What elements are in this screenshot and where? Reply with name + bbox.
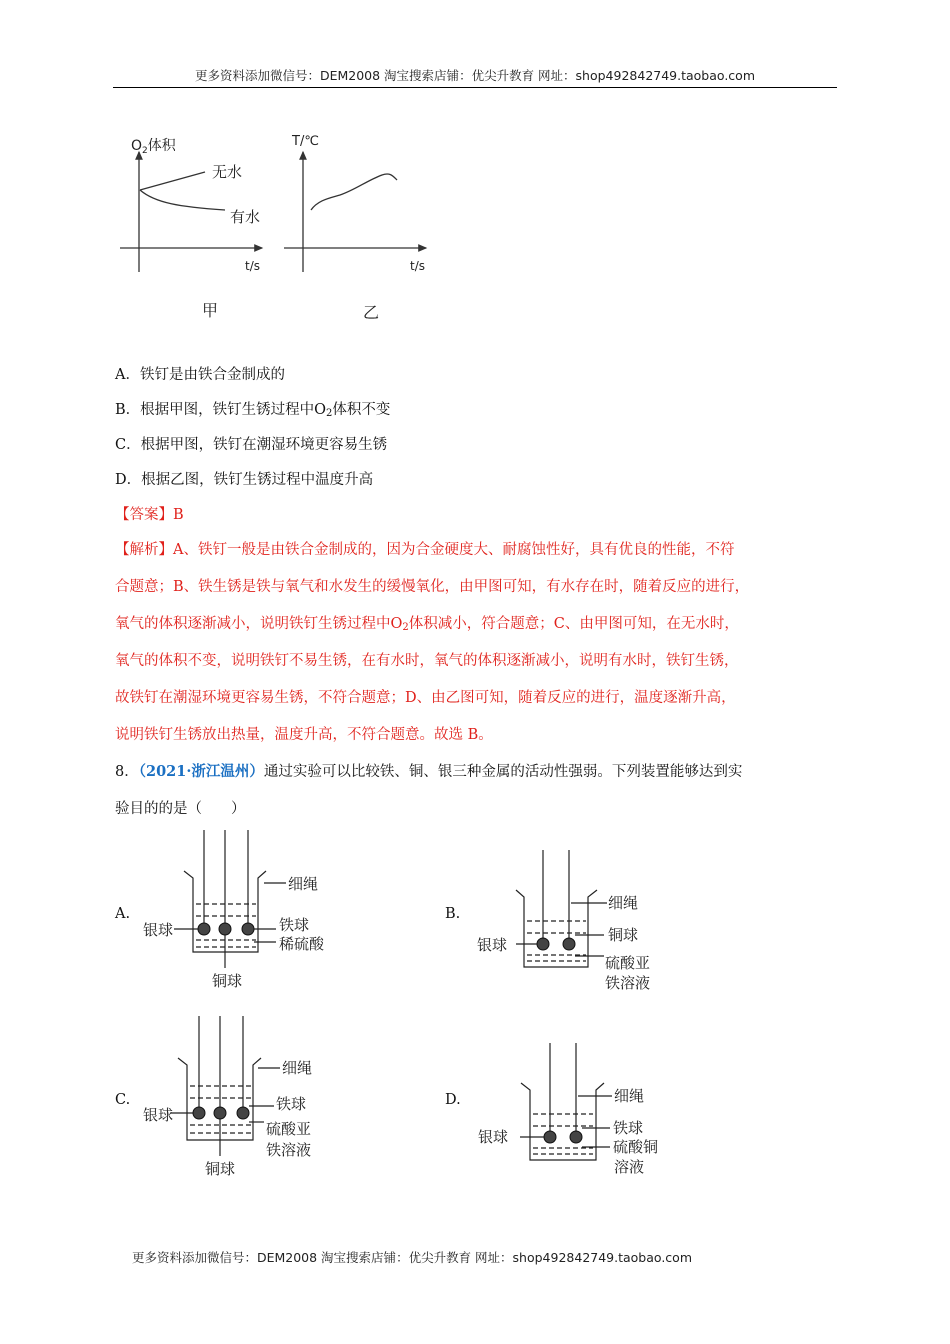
jia-caption: 甲: [202, 301, 219, 320]
yi-y-label: T/℃: [292, 134, 319, 149]
page-header: 更多资料添加微信号：DEM2008 淘宝搜索店铺：优尖升教育 网址：shop492842749.taobao.com: [194, 68, 756, 83]
svg-text:铜球: 铜球: [212, 972, 243, 990]
c-copper-ball: [214, 1107, 226, 1119]
b-silver-ball: [537, 938, 549, 950]
d-silver-ball: [544, 1131, 556, 1143]
c-silver-ball: [193, 1107, 205, 1119]
q8-option-d-label: D.: [445, 1092, 461, 1108]
a-copper-ball: [219, 923, 231, 935]
svg-text:硫酸亚: 硫酸亚: [266, 1120, 312, 1138]
a-silver-ball: [198, 923, 210, 935]
q8-option-b-label: B.: [445, 906, 461, 922]
svg-text:银球: 银球: [143, 921, 174, 939]
svg-text:细绳: 细绳: [614, 1087, 645, 1105]
svg-text:硫酸铜: 硫酸铜: [613, 1138, 659, 1156]
q7-option-d: D．根据乙图，铁钉生锈过程中温度升高: [115, 472, 374, 488]
q7-option-a: A．铁钉是由铁合金制成的: [115, 367, 285, 383]
q8-stem-line-1: 8．（2021·浙江温州）通过实验可以比较铁、铜、银三种金属的活动性强弱。下列装置能够达到实: [115, 763, 743, 780]
analysis-line-3: 氧气的体积逐渐减小，说明铁钉生锈过程中$O_2$体积减小，符合题意；C、由甲图可知，在无水时，: [115, 616, 739, 633]
q8-option-c-label: C.: [115, 1092, 131, 1108]
apparatus-d-balls: [544, 1131, 582, 1143]
analysis-line-6: 说明铁钉生锈放出热量，温度升高，不符合题意。故选 B。: [115, 727, 493, 743]
svg-text:铁球: 铁球: [613, 1119, 644, 1137]
jia-label-no-water: 无水: [212, 163, 243, 181]
q8-stem-line-2: 验目的的是（ ）: [115, 801, 246, 817]
analysis-line-5: 故铁钉在潮湿环境更容易生锈，不符合题意；D、由乙图可知，随着反应的进行，温度逐渐升高，: [115, 690, 736, 706]
q8-source: （2021·浙江温州）: [138, 763, 264, 780]
svg-text:铜球: 铜球: [608, 926, 639, 944]
apparatus-c: [171, 1016, 280, 1156]
apparatus-a-balls: [198, 923, 254, 935]
apparatus-c-labels: [143, 1059, 312, 1178]
page-footer: 更多资料添加微信号：DEM2008 淘宝搜索店铺：优尖升教育 网址：shop492842749.taobao.com: [131, 1250, 693, 1265]
c-iron-ball: [237, 1107, 249, 1119]
analysis-line-2: 合题意；B、铁生锈是铁与氧气和水发生的缓慢氧化，由甲图可知，有水存在时，随着反应的进行，: [115, 579, 750, 595]
q8-option-a-label: A.: [115, 906, 131, 922]
analysis-line-4: 氧气的体积不变，说明铁钉不易生锈，在有水时，氧气的体积逐渐减小，说明有水时，铁钉生锈，: [115, 653, 739, 669]
q7-option-c: C．根据甲图，铁钉在潮湿环境更容易生锈: [115, 437, 388, 453]
analysis-line-1: 【解析】A、铁钉一般是由铁合金制成的，因为合金硬度大、耐腐蚀性好，具有优良的性能，不符: [115, 542, 735, 558]
b-copper-ball: [563, 938, 575, 950]
jia-label-water: 有水: [230, 208, 261, 226]
q7-option-b: B．根据甲图，铁钉生锈过程中$O_2$体积不变: [115, 402, 391, 419]
svg-text:铁球: 铁球: [279, 916, 310, 934]
svg-text:银球: 银球: [143, 1106, 174, 1124]
apparatus-c-balls: [193, 1107, 249, 1119]
d-iron-ball: [570, 1131, 582, 1143]
svg-text:硫酸亚: 硫酸亚: [605, 954, 651, 972]
yi-x-label: t/s: [410, 259, 425, 273]
svg-text:细绳: 细绳: [288, 875, 319, 893]
svg-text:铁球: 铁球: [276, 1095, 307, 1113]
apparatus-b-balls: [537, 938, 575, 950]
svg-text:银球: 银球: [478, 1128, 509, 1146]
svg-text:细绳: 细绳: [608, 894, 639, 912]
jia-y-label: $O_2$体积: [131, 138, 176, 156]
apparatus-d: [520, 1043, 612, 1160]
svg-text:银球: 银球: [477, 936, 508, 954]
yi-caption: 乙: [363, 303, 380, 322]
jia-x-label: t/s: [245, 259, 260, 273]
svg-text:铜球: 铜球: [205, 1160, 236, 1178]
apparatus-a: [174, 830, 286, 968]
answer: 【答案】B: [115, 507, 184, 523]
svg-text:稀硫酸: 稀硫酸: [279, 935, 325, 953]
apparatus-a-labels: [143, 875, 325, 990]
svg-text:细绳: 细绳: [282, 1059, 313, 1077]
a-iron-ball: [242, 923, 254, 935]
svg-text:铁溶液: 铁溶液: [605, 974, 651, 992]
apparatus-d-labels: [478, 1087, 658, 1176]
apparatus-b: [516, 850, 607, 967]
svg-text:溶液: 溶液: [614, 1158, 645, 1176]
svg-text:铁溶液: 铁溶液: [266, 1141, 312, 1159]
